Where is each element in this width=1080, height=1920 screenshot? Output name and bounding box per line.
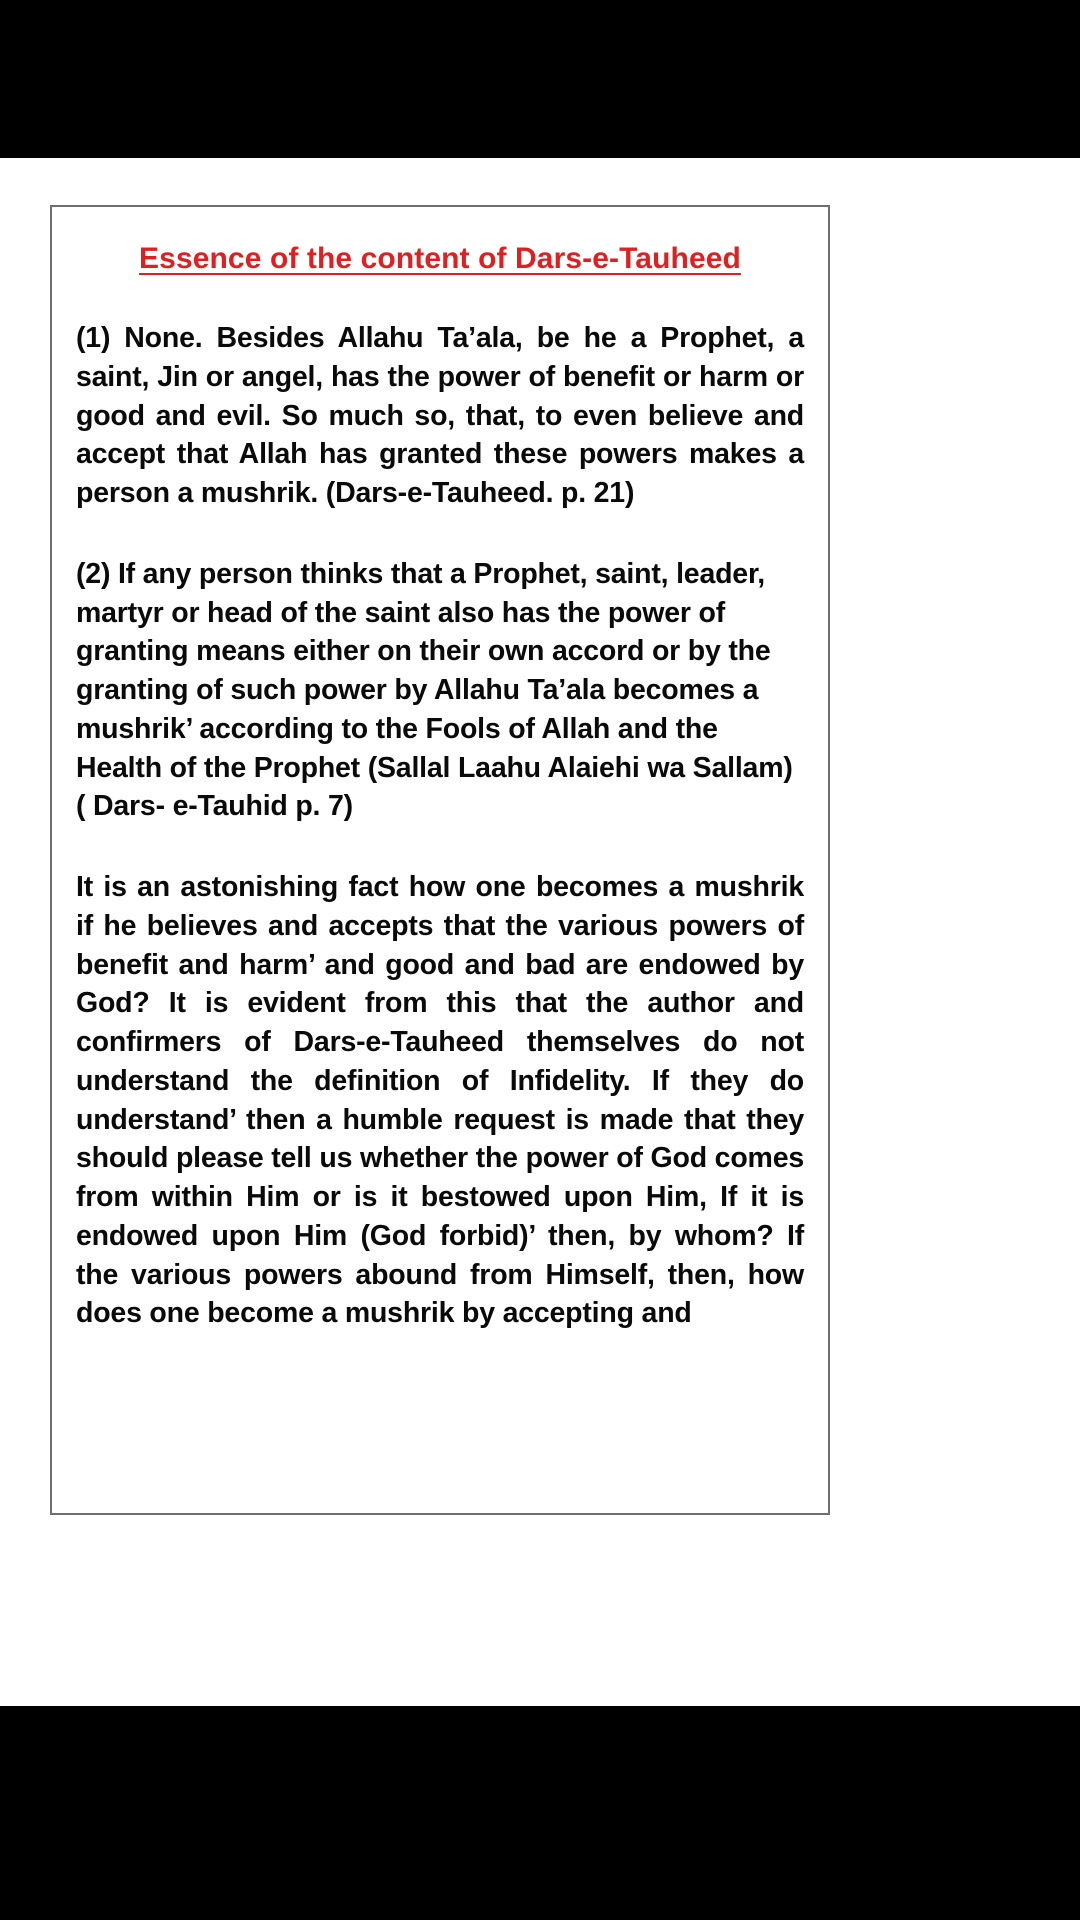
paragraph-3: It is an astonishing fact how one becomes a mushrik if he believes and accepts that the various powers of benefit and harm’ and good and bad are endowed by God? It is evident from this that the author and confirmers of Dars-e-Tauheed themselves do not understand the definition of Infidelity. If they do understand’ then a humble request is made that they should please tell us whether the power of God comes from within Him or is it bestowed upon Him, If it is endowed upon Him (God forbid)’ then, by whom? If the various powers abound from Himself, then, how does one become a mushrik by accepting and — [76, 871, 804, 1330]
document-body — [76, 277, 804, 1333]
page-canvas — [0, 158, 1080, 1706]
letterbox-bottom-bar — [0, 1706, 1080, 1920]
page-title — [76, 207, 804, 277]
page-title-text: Essence of the content of Dars-e-Tauheed — [139, 242, 741, 275]
letterbox-top-bar — [0, 0, 1080, 158]
paragraph-2: (2) If any person thinks that a Prophet, saint, leader, martyr or head of the saint also has the power of granting means either on their own accord or by the granting of such power by Allahu Ta’ala becomes a mushrik’ according to the Fools of Allah and the Health of the Prophet (Sallal Laahu Alaiehi wa Sallam) ( Dars- e-Tauhid p. 7) — [76, 557, 793, 823]
paragraph-1: (1) None. Besides Allahu Ta’ala, be he a Prophet, a saint, Jin or angel, has the power of benefit or harm or good and evil. So much so, that, to even believe and accept that Allah has granted these powers makes a person a mushrik. (Dars-e-Tauheed. p. 21) — [76, 322, 804, 509]
document-page — [50, 205, 830, 1515]
